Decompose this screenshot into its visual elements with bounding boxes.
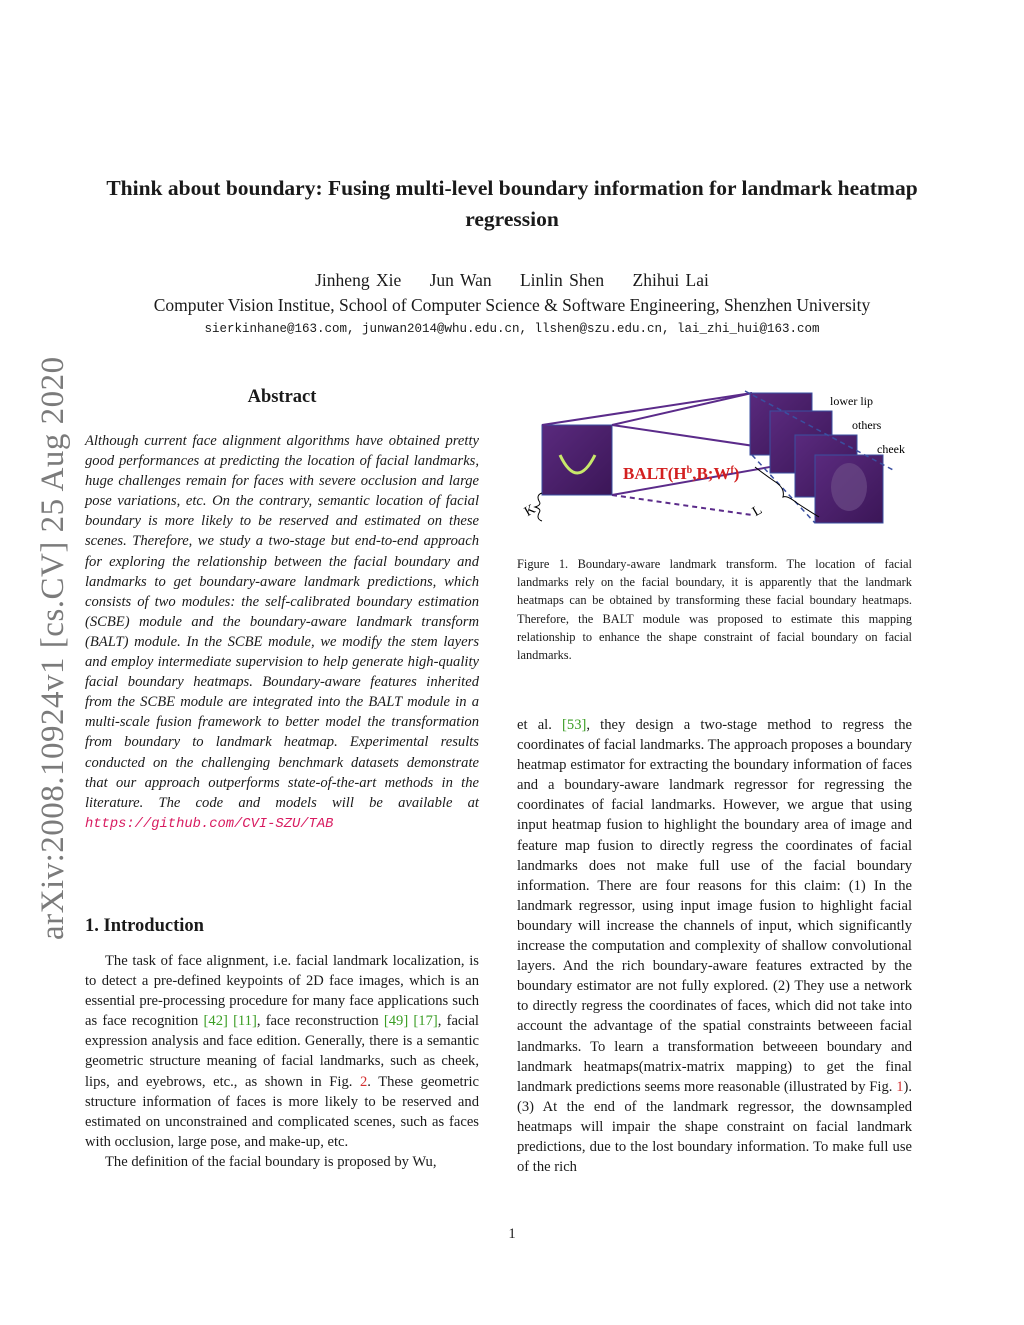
figure-caption: Figure 1. Boundary-aware landmark transform. The location of facial landmarks rely on the facial boundary, it is apparently that the landmark heatmaps can be obtained by transforming these facial boundary heatmaps. Therefore, the BALT module was proposed to estimate this mapping relationship to enhance the shape constraint of facial boundary on facial landmarks.	[517, 557, 912, 663]
page-number: 1	[508, 1226, 516, 1242]
author-emails: sierkinhane@163.com, junwan2014@whu.edu.cn, llshen@szu.edu.cn, lai_zhi_hui@163.com	[204, 322, 820, 336]
abstract-body	[85, 431, 479, 835]
author-name: Jun Wan	[429, 270, 492, 290]
citation-link[interactable]: [49]	[383, 1013, 409, 1030]
abstract-heading: Abstract	[247, 387, 317, 407]
intro-text: , face reconstruction	[256, 1013, 384, 1030]
author-name: Zhihui Lai	[632, 270, 709, 290]
label-balt: $BALT(H^b,B;W^f)$	[623, 464, 740, 483]
figure-link[interactable]: 2	[359, 1073, 368, 1090]
figure-1	[515, 383, 915, 543]
intro-text: , facial expression analysis and face edition. Generally, there is a semantic geometric structure meaning of facial landmarks, such as cheek, lips, and eyebrows, etc., as shown in Fig.	[85, 1013, 479, 1090]
intro-paragraph	[85, 951, 479, 1152]
body-text: ). (3) At the end of the landmark regressor, the downsampled heatmaps will impair the shape constraint on facial landmark predictions, due to the lost boundary information. To make full use of the rich	[517, 1078, 912, 1176]
author-name: Jinheng Xie	[315, 270, 402, 290]
right-column-body	[517, 715, 912, 1177]
arxiv-watermark: arXiv:2008.10924v1 [cs.CV] 25 Aug 2020	[35, 356, 71, 940]
intro-text: . These geometric structure information of faces is more likely to be reserved and estimated on unconstrained and complicated scenes, such as faces with occlusion, large pose, and make-up, etc.	[85, 1073, 479, 1150]
citation-link[interactable]: [11]	[233, 1013, 257, 1030]
section-heading-introduction: 1. Introduction	[85, 916, 204, 936]
affiliation: Computer Vision Institue, School of Computer Science & Software Engineering, Shenzhen University	[153, 295, 871, 315]
body-text: , they design a two-stage method to regress the coordinates of facial landmarks. The approach proposes a boundary heatmap estimator for extracting the boundary information of faces and a boundary-aware landmark regressor for regressing the coordinates of facial landmarks. However, we argue that using input heatmap fusion to highlight the boundary area of image and feature map fusion to directly regress the coordinates of facial landmarks does not make full use of the facial boundary information. There are four reasons for this claim: (1) In the landmark regressor, using input image fusion to highlight facial boundary will increase the channels of input, which significantly increase the computation and complexity of shallow convolutional layers. And the rich boundary-aware features extracted by the boundary estimator are not fully explored. (2) They use a network to directly regress the coordinates of faces, which did not take into account the advantage of the spatial constraints betweeen facial landmarks. To learn a transformation betweeen boundary and landmark heatmaps(matrix-matrix mapping) to get the final landmark predictions seems more reasonable (illustrated by Fig.	[517, 717, 912, 1095]
intro-paragraph: The definition of the facial boundary is proposed by Wu,	[105, 1153, 437, 1170]
label-cheek: cheek	[877, 442, 905, 456]
introduction-body	[85, 951, 479, 1172]
paper-title: Think about boundary: Fusing multi-level boundary information for landmark heatmap regression	[106, 176, 918, 231]
label-others: others	[852, 418, 882, 432]
body-paragraph	[517, 715, 912, 1177]
citation-link[interactable]: [17]	[413, 1013, 438, 1030]
projection-line	[542, 393, 752, 425]
abstract-text: Although current face alignment algorithms have obtained pretty good performances at predicting the location of facial landmarks, huge challenges remain for faces with severe occlusion and large pose variations, etc. On the contrary, semantic location of facial boundary is more likely to be reserved and estimated on these scenes. Therefore, we study a two-stage but end-to-end approach for exploring the relationship between the facial boundary and landmarks to get boundary-aware landmark predictions, which consists of two modules: the self-calibrated boundary estimation (SCBE) module and the boundary-aware landmark transform (BALT) module. In the SCBE module, we modify the stem layers and employ intermediate supervision to help generate high-quality facial boundary heatmaps. Boundary-aware features inherited from the SCBE module are integrated into the BALT module in a multi-scale fusion framework to better model the transformation from boundary to landmark heatmap. Experimental results conducted on the challenging benchmark datasets demonstrate that our approach outperforms state-of-the-art methods in the literature. The code and models will be available at	[85, 433, 479, 811]
citation-link[interactable]: [42]	[203, 1013, 228, 1030]
body-text: et al.	[517, 717, 563, 733]
balt-diagram	[515, 383, 915, 543]
brace-k	[535, 493, 542, 521]
author-list	[60, 270, 964, 291]
label-l: L	[750, 502, 765, 520]
face-outline	[831, 463, 867, 511]
projection-line	[612, 495, 752, 515]
intro-text: The task of face alignment, i.e. facial landmark localization, is to detect a pre-defined keypoints of 2D face images, which is an essential pre-processing procedure for many face applications such as face recognition	[85, 953, 479, 1030]
boundary-heatmap	[542, 425, 612, 495]
author-name: Linlin Shen	[519, 270, 605, 290]
projection-line	[612, 393, 752, 425]
label-k: K	[522, 501, 539, 520]
figure-link[interactable]: 1	[896, 1078, 904, 1095]
code-link[interactable]: https://github.com/CVI-SZU/TAB	[85, 816, 334, 832]
label-lower-lip: lower lip	[830, 394, 873, 408]
citation-link[interactable]: [53]	[562, 717, 587, 733]
